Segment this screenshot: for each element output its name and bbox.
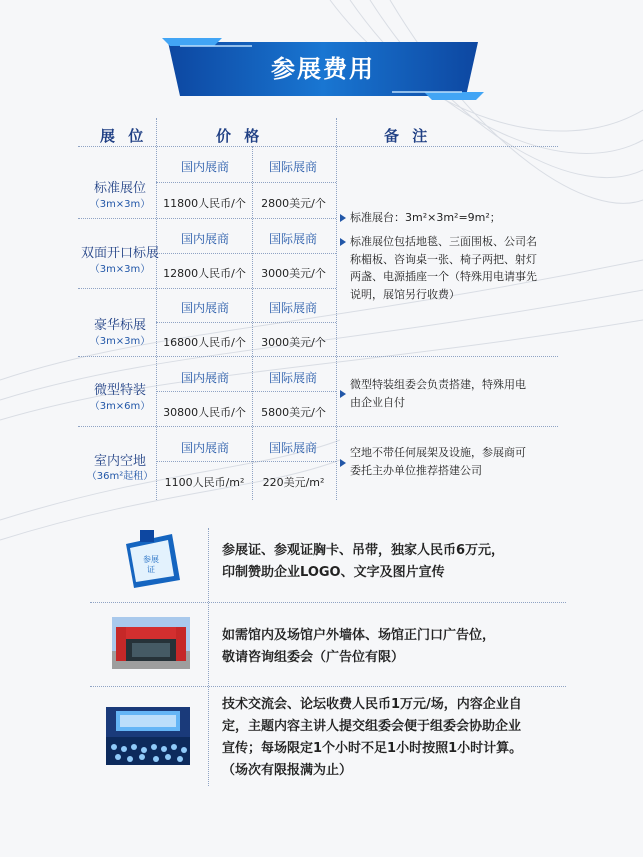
note-line: 由企业自付: [350, 395, 405, 409]
sponsor-line: 印制赞助企业LOGO、文字及图片宣传: [222, 565, 445, 580]
note-line: 微型特装组委会负责搭建，特殊用电: [350, 378, 526, 391]
domestic-price: 1100人民币/m²: [164, 476, 245, 489]
international-price: 3000美元/个: [261, 336, 326, 349]
domestic-price: 12800人民币/个: [163, 267, 246, 280]
international-label: 国际展商: [268, 160, 317, 174]
row-divider: [78, 426, 558, 427]
header-price: 价 格: [216, 127, 264, 145]
sponsor-divider-h: [90, 602, 566, 603]
page-title: 参展费用: [271, 55, 375, 83]
note-line: 委托主办单位推荐搭建公司: [350, 463, 482, 477]
booth-size: （3m×3m）: [89, 264, 151, 275]
row-divider: [78, 218, 336, 219]
row-divider: [78, 288, 336, 289]
domestic-price: 11800人民币/个: [163, 197, 246, 210]
booth-size: （3m×3m）: [89, 199, 151, 210]
domestic-price: 16800人民币/个: [163, 336, 246, 349]
booth-name: 标准展位: [93, 181, 146, 196]
sub-divider: [156, 322, 336, 323]
badge-text: 参展: [143, 555, 159, 564]
row-divider: [78, 356, 558, 357]
bullet-arrow-icon: [340, 459, 346, 467]
international-label: 国际展商: [268, 441, 317, 455]
international-label: 国际展商: [268, 232, 317, 246]
international-price: 220美元/m²: [262, 476, 325, 489]
note-standard-includes: [350, 233, 537, 303]
international-label: 国际展商: [268, 301, 317, 315]
note-line: 说明，展馆另行收费）: [350, 287, 460, 301]
sub-divider: [156, 461, 336, 462]
header-booth: 展 位: [100, 127, 148, 145]
header-divider: [78, 146, 558, 147]
sponsor-divider-v: [208, 528, 209, 786]
sponsor-line: 敬请咨询组委会（广告位有限）: [222, 650, 405, 665]
domestic-label: 国内展商: [180, 232, 229, 246]
international-price: 2800美元/个: [261, 197, 326, 210]
badge-image: [118, 530, 190, 590]
bullet-arrow-icon: [340, 214, 346, 222]
sub-divider: [156, 391, 336, 392]
sponsor-badge-text: [222, 540, 504, 584]
note-line: 标准展位包括地毯、三面围板、公司名: [350, 235, 537, 248]
note-space: [350, 444, 526, 479]
booth-name: 双面开口标展: [80, 246, 159, 261]
domestic-label: 国内展商: [180, 160, 229, 174]
booth-name: 微型特装: [93, 383, 146, 398]
note-line: 称楣板、咨询桌一张、椅子两把、射灯: [350, 252, 537, 266]
domestic-label: 国内展商: [180, 301, 229, 315]
note-micro: [350, 376, 526, 411]
sponsor-ad-text: [222, 625, 495, 669]
col-divider-1: [156, 118, 157, 500]
sponsor-line: （场次有限报满为止）: [222, 763, 353, 778]
note-line: 两盏、电源插座一个（特殊用电请事先: [350, 270, 537, 283]
header-note: 备 注: [384, 127, 432, 145]
note-line: 空地不带任何展架及设施，参展商可: [350, 446, 526, 459]
sub-divider: [156, 182, 336, 183]
note-standard-size: 标准展台：3m²×3m²=9m²；: [350, 211, 501, 224]
sub-divider: [156, 253, 336, 254]
booth-name: 室内空地: [93, 454, 146, 469]
international-price: 3000美元/个: [261, 267, 326, 280]
domestic-label: 国内展商: [180, 371, 229, 385]
sponsor-line: 参展证、参观证胸卡、吊带，独家人民币6万元，: [222, 543, 505, 558]
sponsor-line: 技术交流会、论坛收费人民币1万元/场，内容企业自: [222, 697, 522, 712]
bullet-arrow-icon: [340, 238, 346, 246]
badge-text: 证: [147, 565, 155, 574]
booth-size: （3m×3m）: [89, 336, 151, 347]
domestic-price: 30800人民币/个: [163, 406, 246, 419]
international-label: 国际展商: [268, 371, 317, 385]
bullet-arrow-icon: [340, 390, 346, 398]
booth-size: （36m²起租）: [86, 471, 154, 482]
sponsor-line: 如需馆内及场馆户外墙体、场馆正门口广告位，: [222, 628, 496, 643]
sponsor-divider-h: [90, 686, 566, 687]
sponsor-line: 宣传；每场限定1个小时不足1小时按照1小时计算。: [222, 741, 523, 756]
venue-gate-image: [112, 617, 190, 669]
international-price: 5800美元/个: [261, 406, 326, 419]
domestic-label: 国内展商: [180, 441, 229, 455]
sponsor-forum-text: [222, 694, 522, 782]
booth-size: （3m×6m）: [89, 401, 151, 412]
booth-name: 豪华标展: [93, 318, 146, 333]
sponsor-line: 定，主题内容主讲人提交组委会便于组委会协助企业: [222, 719, 522, 734]
conference-image: [106, 707, 190, 765]
